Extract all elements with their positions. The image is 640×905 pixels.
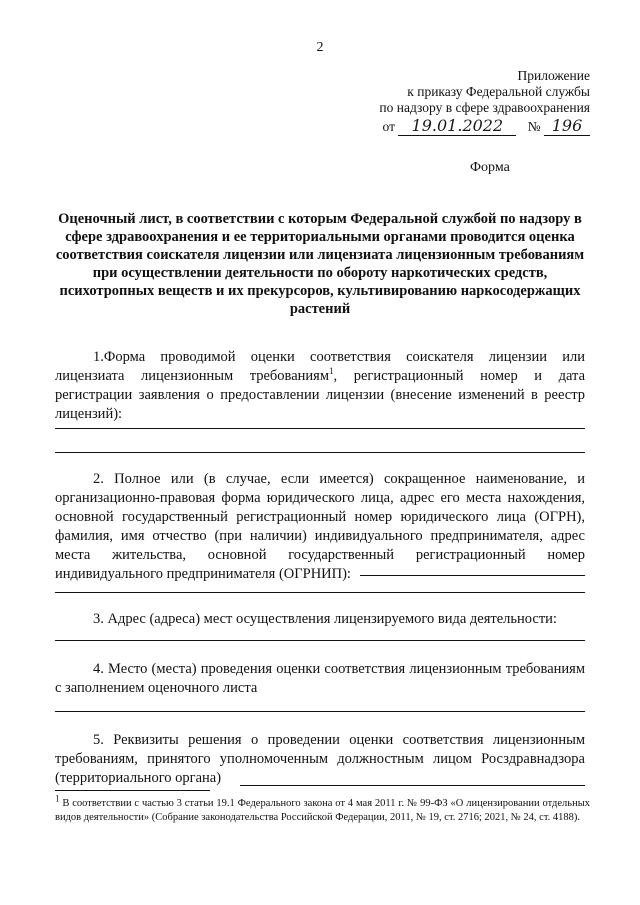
- item-1-text-a: 1.Форма проводимой оценки соответствия соискателя лицензии или лицензиата лицензионным требованиям: [55, 349, 585, 384]
- footnote-separator: [55, 790, 210, 791]
- appendix-line3: по надзору в сфере здравоохранения: [379, 100, 590, 115]
- form-label: Форма: [470, 160, 510, 175]
- footnote-ref: 1: [329, 366, 334, 377]
- handwritten-date: 19.01.2022: [411, 116, 504, 135]
- page-number: 2: [316, 40, 324, 55]
- appendix-header: [330, 68, 590, 116]
- date-prefix: от: [382, 119, 395, 134]
- order-date-line: [383, 116, 591, 136]
- appendix-line2: к приказу Федеральной службы: [407, 84, 590, 99]
- item-4-fill-line[interactable]: [55, 711, 585, 712]
- footnote-text: В соответствии с частью 3 статьи 19.1 Федерального закона от 4 мая 2011 г. № 99-ФЗ «О лицензировании отдельных видов деятельности» (Собрание законодательства Российской Федерации, 2011, № 19, ст. 2716; 2021, № 24, ст. 4188).: [55, 798, 590, 823]
- item-4-text: 4. Место (места) проведения оценки соответствия лицензионным требованиям с заполнением оценочного листа: [55, 661, 585, 696]
- item-4: [55, 660, 585, 698]
- footnote-mark: 1: [55, 793, 60, 804]
- item-3: [55, 610, 585, 629]
- item-5: [55, 731, 585, 788]
- item-1: [55, 348, 585, 424]
- handwritten-number: 196: [551, 116, 583, 135]
- appendix-line1: Приложение: [517, 68, 590, 83]
- item-3-fill-line[interactable]: [55, 640, 585, 641]
- item-1-fill-line-1[interactable]: [55, 428, 585, 429]
- item-2-text: 2. Полное или (в случае, если имеется) сокращенное наименование, и организационно-правовая форма юридического лица, адрес его места нахождения, основной государственный регистрационный номер юридического лица (ОГРН), фамилия, имя отчество (при наличии) индивидуального предпринимателя, адрес места жительства, основной государственный регистрационный номер индивидуального предпринимателя (ОГРНИП):: [55, 471, 585, 582]
- item-3-text: 3. Адрес (адреса) мест осуществления лицензируемого вида деятельности:: [93, 611, 557, 627]
- item-2-fill-line[interactable]: [55, 592, 585, 593]
- document-title: Оценочный лист, в соответствии с которым Федеральной службой по надзору в сфере здравоохранения и ее территориальными органами проводится оценка соответствия соискателя лицензии или лицензиата лицензионным требованиям при осуществлении деятельности по обороту наркотических средств, психотропных веществ и их прекурсоров, культивированию наркосодержащих растений: [55, 211, 585, 317]
- item-1-text-b: , регистрационный номер и дата регистрации заявления о предоставлении лицензии (внесение изменений в реестр лицензий):: [55, 368, 586, 422]
- item-2-fill-inline[interactable]: [360, 575, 585, 576]
- footnote: [55, 793, 590, 825]
- number-prefix: №: [527, 119, 541, 134]
- item-5-text: 5. Реквизиты решения о проведении оценки соответствия лицензионным требованиям, принятого уполномоченным должностным лицом Росздравнадзора (территориального органа): [55, 732, 585, 786]
- item-1-fill-line-2[interactable]: [55, 452, 585, 453]
- item-2: [55, 470, 585, 584]
- item-5-fill-inline[interactable]: [240, 785, 585, 786]
